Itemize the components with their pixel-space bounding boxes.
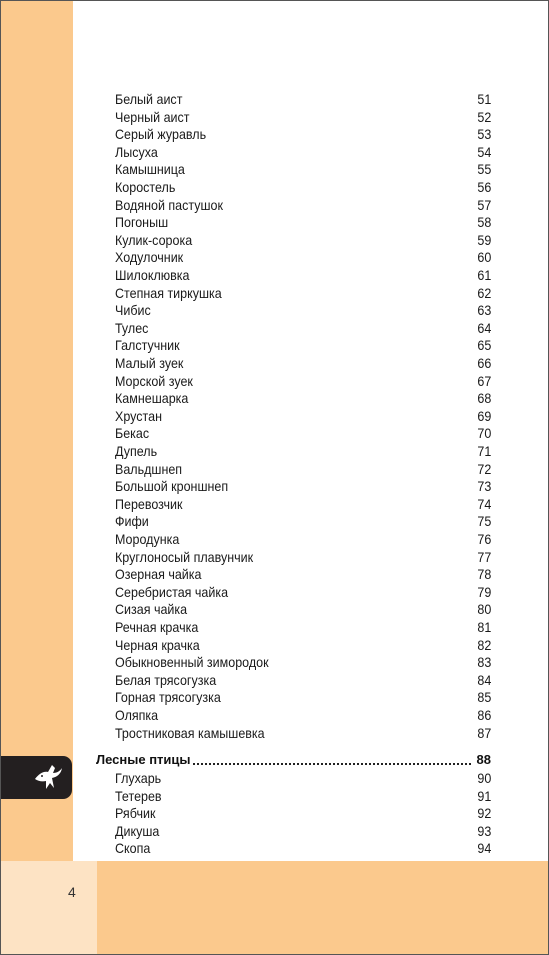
- toc-entry[interactable]: [115, 531, 492, 549]
- toc-entry[interactable]: [115, 443, 492, 461]
- entry-title: Круглоносый плавунчик: [115, 549, 254, 565]
- toc-entry[interactable]: [115, 549, 492, 567]
- section-title: Лесные птицы: [96, 752, 191, 767]
- entry-title: Шилоклювка: [115, 268, 190, 283]
- toc-entry[interactable]: [115, 179, 492, 197]
- toc-entry[interactable]: [115, 619, 492, 637]
- entry-page: 78: [477, 567, 492, 583]
- toc-entry[interactable]: [115, 637, 492, 655]
- entry-page: 53: [477, 127, 492, 143]
- entry-page: 76: [477, 532, 492, 547]
- toc-entry[interactable]: [115, 214, 492, 232]
- entry-page: 61: [477, 268, 492, 283]
- entry-page: 90: [477, 771, 492, 786]
- entry-page: 62: [477, 285, 492, 301]
- toc-entry[interactable]: [115, 584, 492, 602]
- left-color-strip: [1, 1, 73, 861]
- entry-title: Коростель: [115, 180, 176, 195]
- entry-page: 69: [477, 408, 492, 424]
- entry-title: Обыкновенный зимородок: [115, 655, 269, 671]
- bird-icon: [32, 762, 64, 794]
- entry-page: 58: [477, 215, 492, 231]
- entry-title: Горная трясогузка: [115, 690, 221, 706]
- entry-page: 68: [477, 391, 492, 407]
- entry-page: 65: [477, 338, 492, 354]
- entry-title: Оляпка: [115, 708, 159, 723]
- entry-title: Скопа: [115, 841, 151, 857]
- entry-title: Речная крачка: [115, 620, 199, 635]
- entry-page: 93: [477, 823, 492, 839]
- toc-entry[interactable]: [115, 707, 492, 725]
- toc-entry[interactable]: [115, 654, 492, 672]
- entry-page: 54: [477, 144, 492, 160]
- entry-title: Тулес: [115, 320, 149, 336]
- entry-page: 80: [477, 602, 492, 618]
- entry-title: Малый зуек: [115, 356, 184, 371]
- entry-title: Бекас: [115, 426, 150, 442]
- entry-title: Мородунка: [115, 532, 180, 547]
- entry-page: 82: [477, 637, 492, 653]
- toc-entry[interactable]: [115, 373, 492, 391]
- entry-title: Ходулочник: [115, 250, 184, 266]
- entry-page: 57: [477, 197, 492, 213]
- bottom-color-band: [97, 861, 548, 954]
- page-number-box: [1, 861, 97, 954]
- entry-title: Черный аист: [115, 109, 190, 125]
- entry-title: Морской зуек: [115, 373, 193, 389]
- toc-entry[interactable]: [115, 355, 492, 373]
- toc-entry[interactable]: [115, 496, 492, 514]
- toc-entry[interactable]: [115, 126, 492, 144]
- entry-title: Вальдшнеп: [115, 461, 183, 477]
- toc-entry[interactable]: [115, 161, 492, 179]
- entry-title: Галстучник: [115, 338, 180, 354]
- entry-title: Камышница: [115, 162, 185, 178]
- toc-section[interactable]: [96, 751, 491, 769]
- toc-entry[interactable]: [115, 337, 492, 355]
- entry-page: 92: [477, 806, 492, 822]
- entry-page: 72: [477, 461, 492, 477]
- section-page: 88: [476, 752, 491, 767]
- entry-page: 94: [477, 841, 492, 857]
- entry-title: Дикуша: [115, 823, 160, 839]
- entry-page: 51: [477, 92, 492, 107]
- toc-entry[interactable]: [115, 672, 492, 690]
- toc-entry[interactable]: [115, 770, 492, 788]
- toc-entry[interactable]: [115, 461, 492, 479]
- toc-entry[interactable]: [115, 408, 492, 426]
- entry-page: 55: [477, 162, 492, 178]
- toc-entry[interactable]: [115, 823, 492, 841]
- toc-entry[interactable]: [115, 840, 492, 858]
- entry-title: Погоныш: [115, 215, 169, 231]
- entry-title: Водяной пастушок: [115, 197, 223, 213]
- entry-title: Фифи: [115, 514, 149, 530]
- toc-entry[interactable]: [115, 267, 492, 285]
- entry-title: Озерная чайка: [115, 567, 202, 583]
- entry-title: Белая трясогузка: [115, 672, 217, 688]
- toc-entry[interactable]: [115, 320, 492, 338]
- entry-title: Перевозчик: [115, 496, 183, 512]
- entry-page: 75: [477, 514, 492, 530]
- toc-entry[interactable]: [115, 513, 492, 531]
- entry-title: Большой кроншнеп: [115, 479, 229, 495]
- toc-entry[interactable]: [115, 285, 492, 303]
- section-tab[interactable]: [1, 756, 72, 799]
- entry-title: Сизая чайка: [115, 602, 188, 618]
- toc-entry[interactable]: [115, 302, 492, 320]
- toc-entry[interactable]: [115, 232, 492, 250]
- entry-page: 84: [477, 672, 492, 688]
- entry-page: 59: [477, 232, 492, 248]
- toc-entry[interactable]: [115, 566, 492, 584]
- entry-page: 83: [477, 655, 492, 671]
- toc-entry[interactable]: [115, 91, 492, 109]
- entry-page: 66: [477, 356, 492, 371]
- toc-entry[interactable]: [115, 197, 492, 215]
- toc-entry[interactable]: [115, 601, 492, 619]
- entry-page: 70: [477, 426, 492, 442]
- entry-title: Серебристая чайка: [115, 584, 229, 600]
- entry-page: 79: [477, 584, 492, 600]
- toc-entry[interactable]: [115, 390, 492, 408]
- toc-entry[interactable]: [115, 805, 492, 823]
- entry-title: Тетерев: [115, 788, 162, 804]
- entry-page: 56: [477, 180, 492, 195]
- toc-entry[interactable]: [115, 478, 492, 496]
- entry-page: 87: [477, 725, 492, 741]
- toc-entry[interactable]: [115, 725, 492, 743]
- entry-title: Серый журавль: [115, 127, 207, 143]
- entry-page: 52: [477, 109, 492, 125]
- toc-entry[interactable]: [115, 109, 492, 127]
- entry-title: Тростниковая камышевка: [115, 725, 265, 741]
- entry-page: 74: [477, 496, 492, 512]
- toc-entry[interactable]: [115, 689, 492, 707]
- toc-entry[interactable]: [115, 144, 492, 162]
- entry-title: Камнешарка: [115, 391, 189, 407]
- entry-title: Чибис: [115, 303, 151, 319]
- entry-page: 73: [477, 479, 492, 495]
- entry-page: 60: [477, 250, 492, 266]
- entry-title: Белый аист: [115, 92, 183, 107]
- entry-title: Глухарь: [115, 771, 162, 786]
- entry-title: Черная крачка: [115, 637, 200, 653]
- entry-title: Степная тиркушка: [115, 285, 222, 301]
- entry-title: Кулик-сорока: [115, 232, 193, 248]
- entry-title: Хрустан: [115, 408, 162, 424]
- entry-page: 77: [477, 549, 492, 565]
- entry-page: 86: [477, 708, 492, 723]
- page-number: 4: [68, 884, 76, 900]
- entry-page: 64: [477, 320, 492, 336]
- toc-entry[interactable]: [115, 249, 492, 267]
- entry-page: 91: [477, 788, 492, 804]
- entry-page: 71: [477, 444, 492, 459]
- entry-page: 85: [477, 690, 492, 706]
- toc-entry[interactable]: [115, 788, 492, 806]
- entry-title: Лысуха: [115, 144, 158, 160]
- entry-page: 81: [477, 620, 492, 635]
- entry-page: 63: [477, 303, 492, 319]
- entry-title: Рябчик: [115, 806, 156, 822]
- entry-title: Дупель: [115, 444, 158, 459]
- entry-page: 67: [477, 373, 492, 389]
- toc-entry[interactable]: [115, 425, 492, 443]
- leader-dots: [190, 763, 471, 765]
